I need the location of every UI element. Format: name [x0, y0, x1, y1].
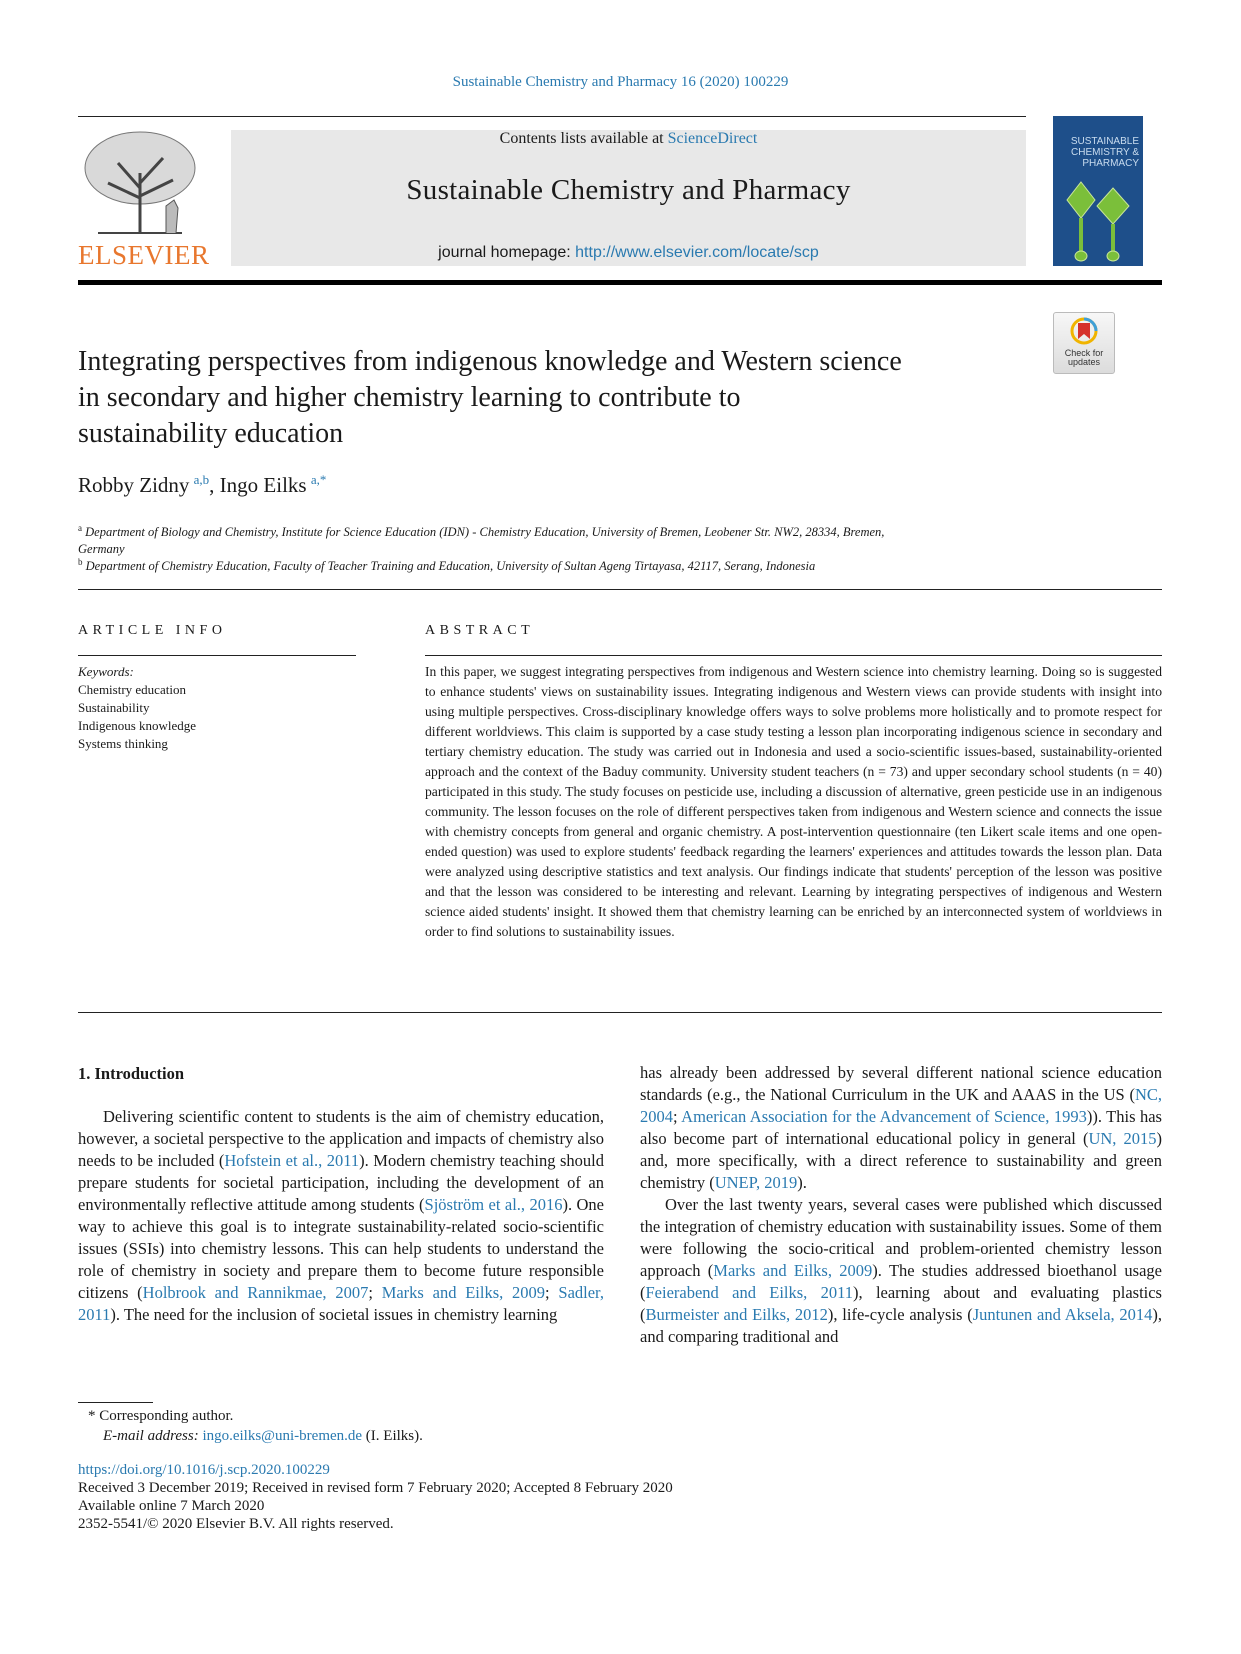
keywords-block: [78, 663, 196, 753]
crossmark-label-line1: Check for: [1064, 348, 1104, 358]
text: Over the last twenty years, several cases were published which discussed the integration of chemistry education with sustainability issues. Some of them were following the socio-critical and problem-oriented chemistry lesson approach (: [640, 1195, 1162, 1280]
citation-link[interactable]: Burmeister and Eilks, 2012: [645, 1305, 828, 1324]
sciencedirect-link[interactable]: ScienceDirect: [667, 130, 758, 147]
corresponding-author-note: [88, 1406, 233, 1426]
affiliation-a: [78, 520, 1018, 558]
citation-link[interactable]: UN, 2015: [1088, 1129, 1157, 1148]
citation-link[interactable]: Juntunen and Aksela, 2014: [972, 1305, 1153, 1324]
citation-link[interactable]: NC, 2004: [640, 1085, 1162, 1126]
journal-homepage: [231, 244, 1026, 262]
intro-paragraph: [78, 1106, 604, 1326]
text: ) and, more specifically, with a direct reference to sustainability and green chemistry (: [640, 1129, 1162, 1192]
intro-right-column: [640, 1062, 1162, 1348]
text: ;: [368, 1283, 382, 1302]
intro-paragraph: [640, 1062, 1162, 1194]
header-top-rule: [78, 116, 1026, 117]
available-online: Available online 7 March 2020: [78, 1498, 265, 1514]
elsevier-tree-logo: [78, 128, 202, 240]
contents-prefix: Contents lists available at: [499, 130, 668, 147]
header-bottom-rule: [78, 280, 1162, 285]
citation-link[interactable]: UNEP, 2019: [714, 1173, 798, 1192]
crossmark-label: [1054, 349, 1114, 367]
contents-availability: [231, 130, 1026, 148]
affiliation-b: [78, 554, 1018, 575]
text: ). Modern chemistry teaching should prepare students for societal participation, including the development of an environmentally reflective attitude among students (: [78, 1151, 604, 1214]
abstract-text: In this paper, we suggest integrating perspectives from indigenous and Western science into chemistry learning. Doing so is suggested to enhance students' views on sustainability issues. Integrating indigenous and Western views can provide students with insight into using multiple perspectives. Cross-disciplinary knowledge offers ways to solve problems more holistically and to promote respect for different worldviews. This claim is supported by a case study testing a lesson plan incorporating indigenous science in secondary and tertiary chemistry education. The study was carried out in Indonesia and used a socio-scientific issues-based, sustainability-oriented approach and the context of the Baduy community. University student teachers (n = 73) and upper secondary school students (n = 40) participated in this study. The study focuses on pesticide use, including a discussion of alternative, green pesticide use in an indigenous community. The lesson focuses on the role of different perspectives taken from indigenous and Western science and connects the issue with chemistry concepts from general and organic chemistry. A post-intervention questionnaire (ten Likert scale items and one open-ended question) was used to explore students' feedback regarding the learners' experiences and attitudes towards the lesson plan. Data were analyzed using descriptive statistics and text analysis. Our findings indicate that students' perception of the lesson was positive and that the lesson was considered to be interesting and relevant. Learning by integrating perspectives of indigenous and Western science aided students' insight. It showed them that chemistry learning can be enriched by an interconnected system of worldviews in order to find solutions to sustainability issues.: [425, 664, 1162, 939]
keyword-item: Indigenous knowledge: [78, 718, 197, 733]
journal-title: Sustainable Chemistry and Pharmacy: [406, 174, 851, 206]
article-info-rule: [78, 655, 356, 656]
publisher-name: ELSEVIER: [78, 240, 210, 270]
text: )). This has also become part of international educational policy in general (: [640, 1107, 1162, 1148]
footnote-rule: [78, 1402, 153, 1403]
text: ;: [673, 1107, 682, 1126]
title-line-1: Integrating perspectives from indigenous knowledge and Western science: [78, 346, 902, 377]
affiliation-text: Department of Chemistry Education, Faculty of Teacher Training and Education, University of Sultan Ageng Tirtayasa, 42117, Serang, Indonesia: [85, 559, 816, 574]
text: ;: [545, 1283, 559, 1302]
abstract-rule: [425, 655, 1162, 656]
text: Delivering scientific content to students is the aim of chemistry education, however, a societal perspective to the application and impacts of chemistry also needs to be included (: [78, 1107, 604, 1170]
citation-link[interactable]: American Association for the Advancement of Science, 1993: [681, 1107, 1087, 1126]
cover-title: SUSTAINABLE CHEMISTRY & PHARMACY: [1070, 136, 1139, 169]
intro-paragraph: [640, 1194, 1162, 1348]
author-name[interactable]: Ingo Eilks: [219, 473, 307, 497]
author-name[interactable]: Robby Zidny: [78, 473, 190, 497]
citation-link[interactable]: Sjöström et al., 2016: [424, 1195, 563, 1214]
keywords-label: Keywords:: [78, 664, 134, 679]
text: ). The need for the inclusion of societal issues in chemistry learning: [110, 1305, 558, 1324]
keyword-item: Systems thinking: [78, 736, 168, 751]
journal-cover-image[interactable]: [1053, 116, 1143, 266]
crossmark-label-line2: updates: [1067, 357, 1101, 367]
cover-leaf-graphic: [1059, 174, 1137, 262]
citation-link[interactable]: Marks and Eilks, 2009: [381, 1283, 546, 1302]
copyright: 2352-5541/© 2020 Elsevier B.V. All rights reserved.: [78, 1516, 394, 1532]
citation-link[interactable]: Hofstein et al., 2011: [224, 1151, 360, 1170]
article-info-heading: ARTICLE INFO: [78, 623, 227, 638]
author-separator: ,: [209, 473, 220, 497]
section-heading-introduction: 1. Introduction: [78, 1064, 185, 1083]
text: ), life-cycle analysis (: [827, 1305, 973, 1324]
text: ).: [797, 1173, 807, 1192]
keyword-item: Chemistry education: [78, 682, 186, 697]
title-line-2: in secondary and higher chemistry learning to contribute to: [78, 382, 741, 413]
footnote-text: Corresponding author.: [95, 1408, 234, 1424]
email-suffix: (I. Eilks).: [362, 1428, 423, 1444]
text: ), and comparing traditional and: [640, 1305, 1163, 1346]
doi-link[interactable]: https://doi.org/10.1016/j.scp.2020.100229: [78, 1462, 330, 1478]
email-link[interactable]: ingo.eilks@uni-bremen.de: [202, 1428, 363, 1444]
affiliation-text-cont: Germany: [78, 542, 125, 557]
affiliation-marker[interactable]: a,*: [310, 472, 327, 487]
citation-link[interactable]: Holbrook and Rannikmae, 2007: [142, 1283, 369, 1302]
affiliation-marker[interactable]: a,b: [193, 472, 210, 487]
affiliation-mark: a: [78, 523, 82, 533]
email-note: [103, 1426, 423, 1446]
intro-left-column: [78, 1106, 604, 1326]
abstract-heading: ABSTRACT: [425, 623, 535, 638]
affiliation-bottom-rule: [78, 589, 1162, 590]
text: has already been addressed by several different national science education standards (e.g., the National Curriculum in the UK and AAAS in the US (: [640, 1063, 1162, 1104]
keyword-item: Sustainability: [78, 700, 150, 715]
title-line-3: sustainability education: [78, 418, 344, 449]
citation-link[interactable]: Sadler, 2011: [78, 1283, 605, 1324]
received-dates: Received 3 December 2019; Received in revised form 7 February 2020; Accepted 8 February 2020: [78, 1480, 673, 1496]
author-list: [78, 472, 326, 498]
text: ), learning about and evaluating plastics (: [640, 1283, 1162, 1324]
text: ). One way to achieve this goal is to integrate sustainability-related socio-scientific issues (SSIs) into chemistry lessons. This can help students to understand the role of chemistry in society and prepare them to become future responsible citizens (: [78, 1195, 604, 1302]
publication-info: [78, 1461, 673, 1533]
citation-link[interactable]: Marks and Eilks, 2009: [713, 1261, 873, 1280]
crossmark-icon: [1070, 317, 1098, 347]
abstract-bottom-rule: [78, 1012, 1162, 1013]
email-label: E-mail address:: [103, 1428, 203, 1444]
affiliation-text: Department of Biology and Chemistry, Institute for Science Education (IDN) - Chemistry Education, University of Bremen, Leobener Str. NW2, 28334, Bremen,: [85, 525, 885, 540]
homepage-link[interactable]: http://www.elsevier.com/locate/scp: [575, 244, 819, 261]
check-for-updates-button[interactable]: [1053, 312, 1115, 374]
affiliation-mark: b: [78, 557, 83, 567]
homepage-prefix: journal homepage:: [438, 244, 576, 261]
text: ). The studies addressed bioethanol usage (: [640, 1261, 1162, 1302]
journal-reference-link[interactable]: Sustainable Chemistry and Pharmacy 16 (2020) 100229: [452, 74, 789, 90]
article-title: [78, 344, 1038, 452]
footnote-star: *: [88, 1408, 96, 1424]
citation-link[interactable]: Feierabend and Eilks, 2011: [645, 1283, 854, 1302]
